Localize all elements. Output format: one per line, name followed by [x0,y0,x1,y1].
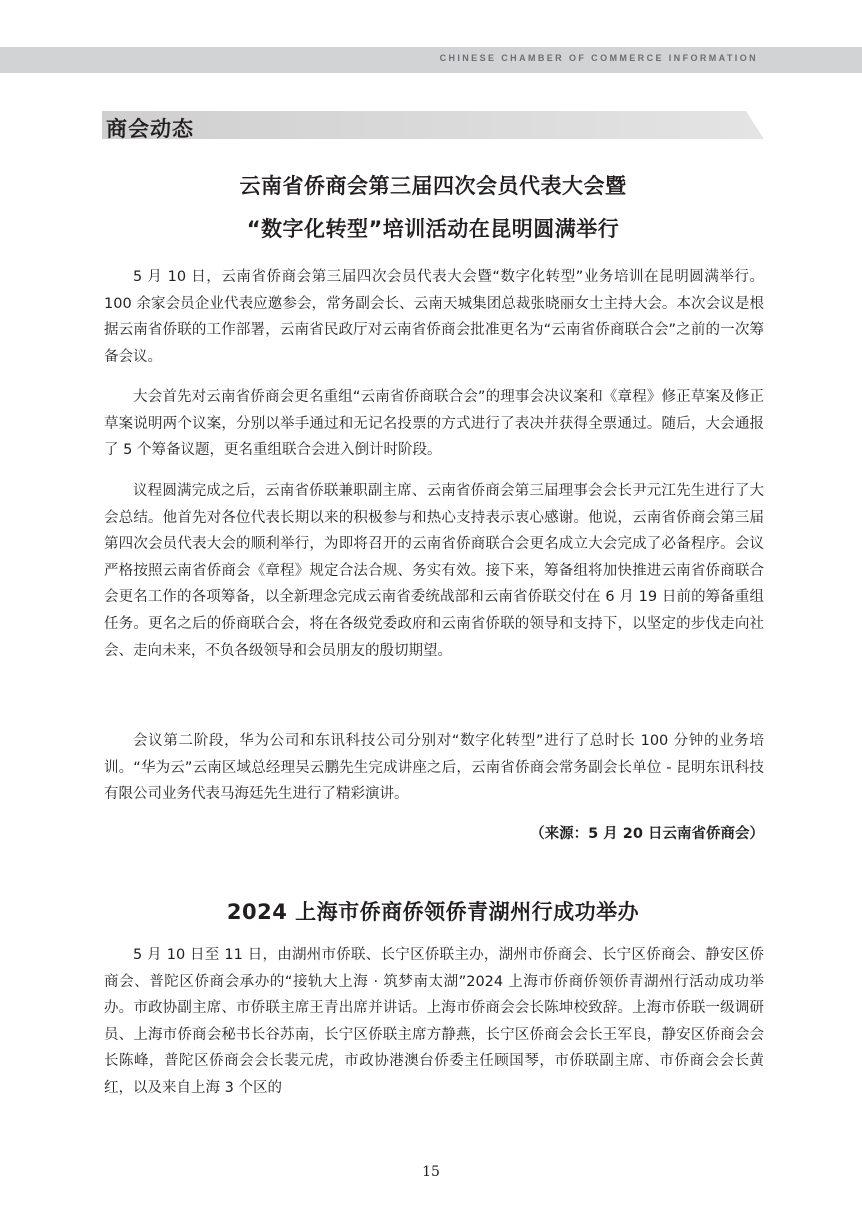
section-heading-bar [102,111,764,141]
page-number: 15 [422,1164,440,1180]
article1-source: （来源：5 月 20 日云南省侨商会） [530,826,764,842]
article2-paragraph: 5 月 10 日至 11 日，由湖州市侨联、长宁区侨联主办，湖州市侨商会、长宁区侨商会、静安区侨商会、普陀区侨商会承办的“接轨大上海 · 筑梦南太湖”2024 上海市侨商侨领侨青湖州行活动成功举办。市政协副主席、市侨联主席王青出席并讲话。上海市侨商会会长陈坤校致辞。上海市侨联一级调研员、上海市侨商会秘书长谷苏南，长宁区侨联主席方静燕，长宁区侨商会会长王军良，静安区侨商会会长陈峰，普陀区侨商会会长裴元虎，市政协港澳台侨委主任顾国琴，市侨联副主席、市侨商会会长黄红，以及来自上海 3 个区的 [104,947,764,1096]
article1-title-line2: “数字化转型”培训活动在昆明圆满举行 [246,217,620,241]
article2-title: 2024 上海市侨商侨领侨青湖州行成功举办 [226,900,640,924]
running-header-title: CHINESE CHAMBER OF COMMERCE INFORMATION [439,53,758,63]
article1-title-line1: 云南省侨商会第三届四次会员代表大会暨 [239,174,627,198]
article1-paragraph: 5 月 10 日，云南省侨商会第三届四次会员代表大会暨“数字化转型”业务培训在昆明圆满举行。100 余家会员企业代表应邀参会，常务副会长、云南天城集团总裁张晓丽女士主持大会。本次会议是根据云南省侨联的工作部署，云南省民政厅对云南省侨商会批准更名为“云南省侨商联合会”之前的一次筹备会议。 [104,269,764,365]
article1-paragraph: 议程圆满完成之后，云南省侨联兼职副主席、云南省侨商会第三届理事会会长尹元江先生进行了大会总结。他首先对各位代表长期以来的积极参与和热心支持表示衷心感谢。他说，云南省侨商会第三届第四次会员代表大会的顺利举行，为即将召开的云南省侨商联合会更名成立大会完成了必备程序。会议严格按照云南省侨商会《章程》规定合法合规、务实有效。接下来，筹备组将加快推进云南省侨商联合会更名工作的各项筹备，以全新理念完成云南省委统战部和云南省侨联交付在 6 月 19 日前的筹备重组任务。更名之后的侨商联合会，将在各级党委政府和云南省侨联的领导和支持下，以坚定的步伐走向社会、走向未来，不负各级领导和会员朋友的殷切期望。 [104,483,764,659]
section-bar-shape [102,111,764,141]
article1-paragraph: 会议第二阶段，华为公司和东讯科技公司分别对“数字化转型”进行了总时长 100 分钟的业务培训。“华为云”云南区域总经理吴云鹏先生完成讲座之后，云南省侨商会常务副会长单位 - 昆明东讯科技有限公司业务代表马海廷先生进行了精彩演讲。 [104,733,764,803]
article1-paragraph: 大会首先对云南省侨商会更名重组“云南省侨商联合会”的理事会决议案和《章程》修正草案及修正草案说明两个议案，分别以举手通过和无记名投票的方式进行了表决并获得全票通过。随后，大会通报了 5 个筹备议题，更名重组联合会进入倒计时阶段。 [104,389,764,459]
section-title: 商会动态 [106,116,194,141]
